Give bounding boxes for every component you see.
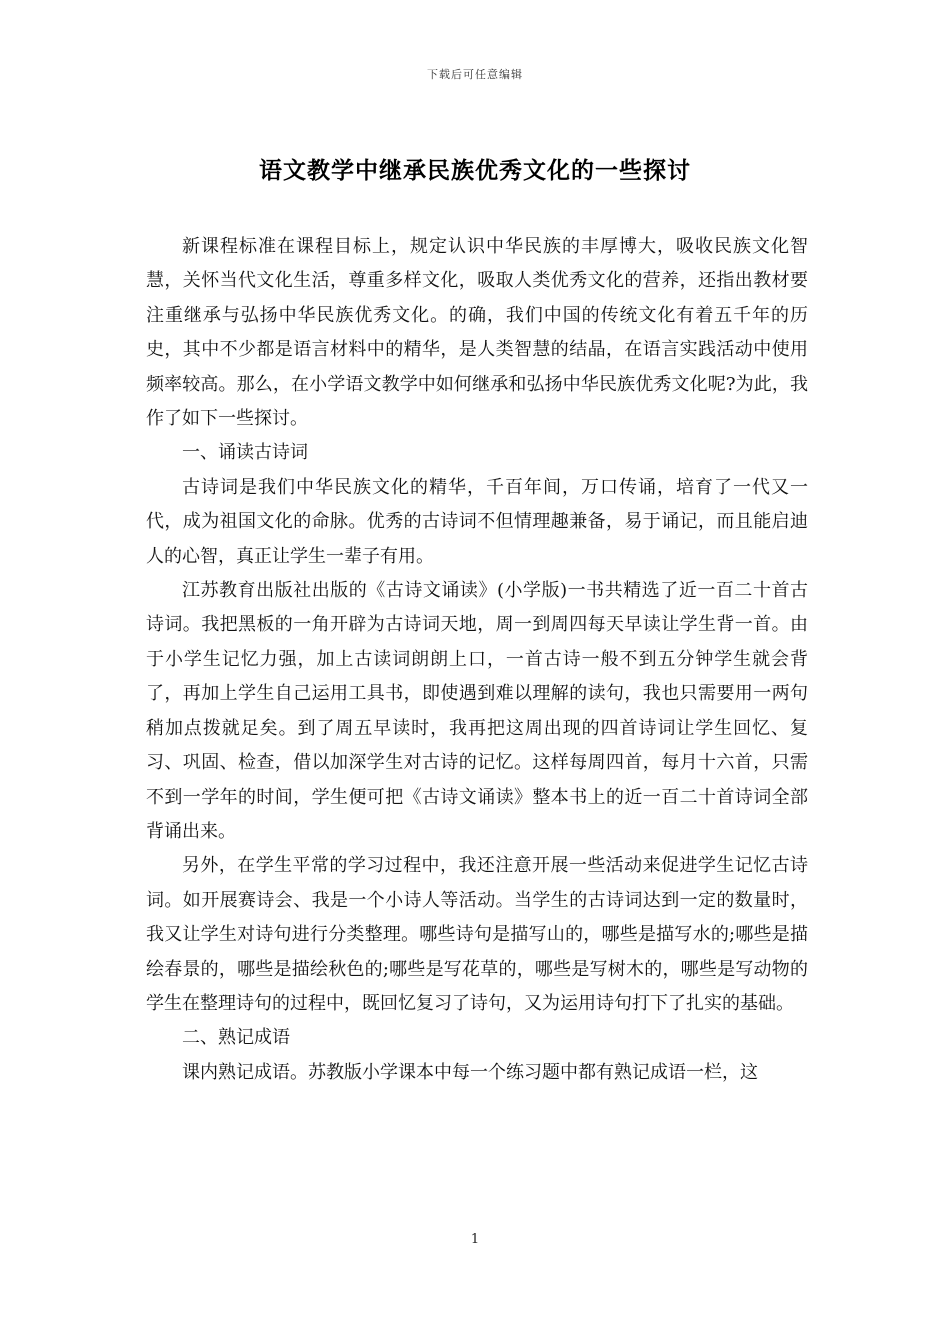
paragraph-poetry-activities: 另外，在学生平常的学习过程中，我还注意开展一些活动来促进学生记忆古诗词。如开展赛诗会、我是一个小诗人等活动。当学生的古诗词达到一定的数量时，我又让学生对诗句进行分类整理。哪些诗句是描写山的，哪些是描写水的;哪些是描绘春景的，哪些是描绘秋色的;哪些是写花草的，哪些是写树木的，哪些是写动物的学生在整理诗句的过程中，既回忆复习了诗句，又为运用诗句打下了扎实的基础。 xyxy=(146,855,808,1014)
document-body xyxy=(146,230,808,1090)
paragraph-idioms-intro: 课内熟记成语。苏教版小学课本中每一个练习题中都有熟记成语一栏，这 xyxy=(182,1061,758,1083)
paragraph-poetry-essence: 古诗词是我们中华民族文化的精华，千百年间，万口传诵，培育了一代又一代，成为祖国文化的命脉。优秀的古诗词不但情理趣兼备，易于诵记，而且能启迪人的心智，真正让学生一辈子有用。 xyxy=(146,476,808,567)
paragraph-intro: 新课程标准在课程目标上，规定认识中华民族的丰厚博大，吸收民族文化智慧，关怀当代文化生活，尊重多样文化，吸取人类优秀文化的营养，还指出教材要注重继承与弘扬中华民族优秀文化。的确，我们中国的传统文化有着五千年的历史，其中不少都是语言材料中的精华，是人类智慧的结晶，在语言实践活动中使用频率较高。那么，在小学语文教学中如何继承和弘扬中华民族优秀文化呢?为此，我作了如下一些探讨。 xyxy=(146,236,808,430)
header-note: 下载后可任意编辑 xyxy=(427,68,523,81)
section-heading-poetry: 一、诵读古诗词 xyxy=(182,442,308,464)
paragraph-poetry-method: 江苏教育出版社出版的《古诗文诵读》(小学版)一书共精选了近一百二十首古诗词。我把黑板的一角开辟为古诗词天地，周一到周四每天早读让学生背一首。由于小学生记忆力强，加上古读词朗朗上口，一首古诗一般不到五分钟学生就会背了，再加上学生自己运用工具书，即使遇到难以理解的读句，我也只需要用一两句稍加点拨就足矣。到了周五早读时，我再把这周出现的四首诗词让学生回忆、复习、巩固、检查，借以加深学生对古诗的记忆。这样每周四首，每月十六首，只需不到一学年的时间，学生便可把《古诗文诵读》整本书上的近一百二十首诗词全部背诵出来。 xyxy=(146,580,808,842)
section-heading-idioms: 二、熟记成语 xyxy=(182,1027,290,1049)
document-title: 语文教学中继承民族优秀文化的一些探讨 xyxy=(259,157,691,184)
page-number: 1 xyxy=(470,1232,480,1247)
